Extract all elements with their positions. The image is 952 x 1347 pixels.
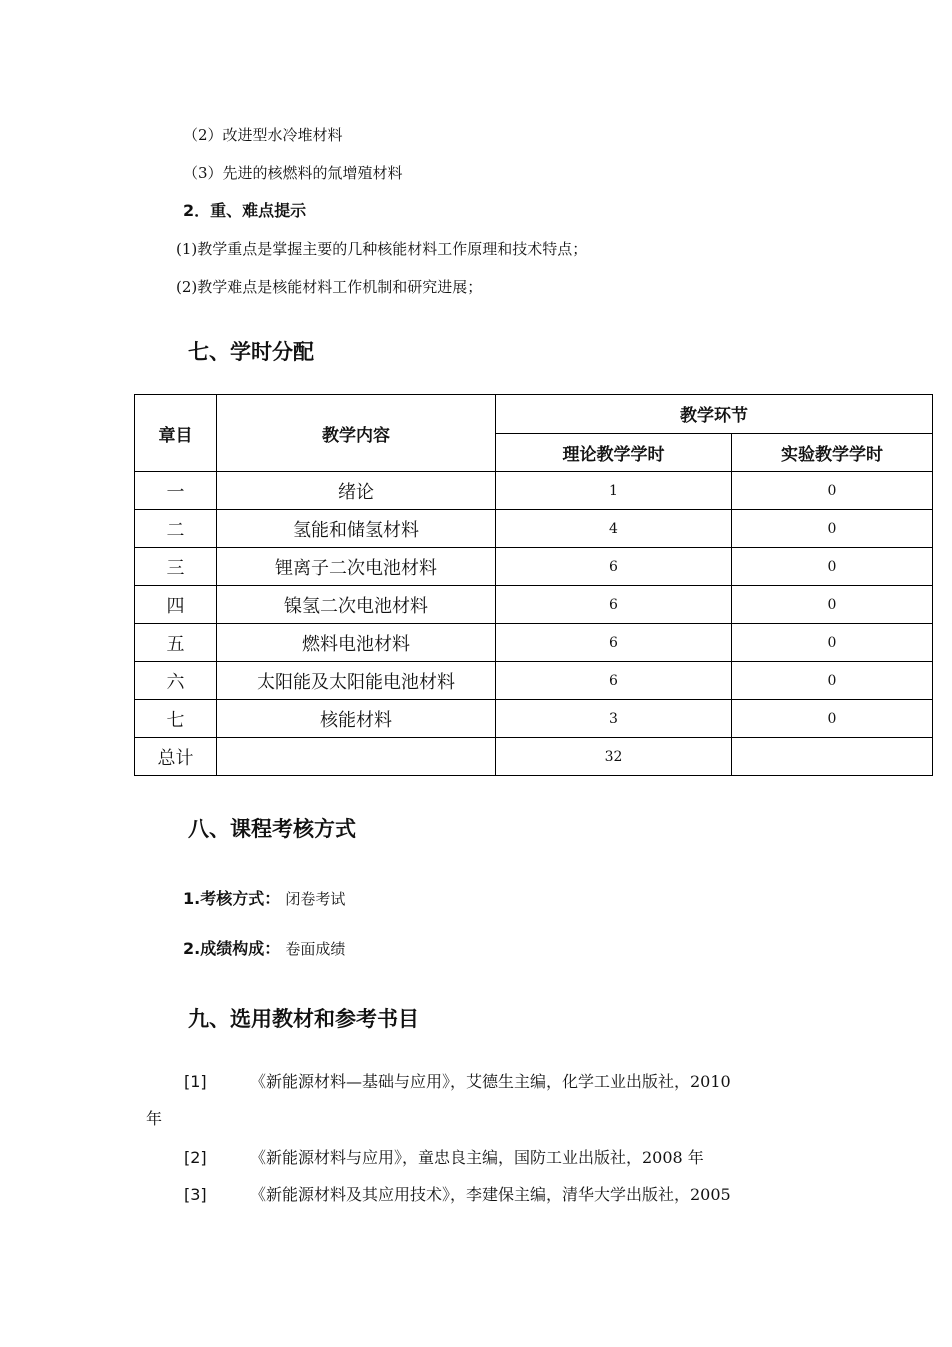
assessment-method [183, 886, 345, 909]
reference-index: [3] [184, 1185, 207, 1204]
cell-content: 太阳能及太阳能电池材料 [217, 662, 496, 700]
cell-chapter: 三 [135, 548, 217, 586]
cell-chapter: 五 [135, 624, 217, 662]
reference-index: [1] [184, 1072, 207, 1091]
reference-text: 《新能源材料及其应用技术》，李建保主编，清华大学出版社，2005 [250, 1185, 731, 1204]
cell-chapter: 二 [135, 510, 217, 548]
assessment-method-label: 1.考核方式： [183, 889, 281, 908]
table-row [135, 662, 933, 700]
table-row [135, 510, 933, 548]
cell-theory: 6 [496, 624, 732, 662]
reference-2 [184, 1145, 704, 1168]
table-row [135, 472, 933, 510]
total-content-empty [217, 738, 496, 776]
section-8-title: 八、课程考核方式 [188, 817, 356, 841]
cell-lab: 0 [732, 548, 933, 586]
reference-index: [2] [184, 1148, 207, 1167]
total-lab-empty [732, 738, 933, 776]
assessment-grade [183, 936, 345, 959]
cell-theory: 6 [496, 586, 732, 624]
assessment-grade-label: 2.成绩构成： [183, 939, 281, 958]
total-theory: 32 [496, 738, 732, 776]
reference-3 [184, 1182, 731, 1205]
header-lab: 实验教学学时 [732, 433, 933, 472]
cell-lab: 0 [732, 700, 933, 738]
focus-point-1: (1)教学重点是掌握主要的几种核能材料工作原理和技术特点； [176, 240, 588, 258]
cell-content: 核能材料 [217, 700, 496, 738]
reference-1-continued: 年 [146, 1109, 163, 1128]
table-row [135, 700, 933, 738]
cell-theory: 3 [496, 700, 732, 738]
reference-1 [184, 1069, 731, 1092]
cell-lab: 0 [732, 510, 933, 548]
reference-text: 《新能源材料与应用》，童忠良主编，国防工业出版社，2008 年 [250, 1148, 704, 1167]
cell-chapter: 六 [135, 662, 217, 700]
table-total-row [135, 738, 933, 776]
item-line-3: （3）先进的核燃料的氚增殖材料 [183, 164, 403, 182]
cell-theory: 6 [496, 662, 732, 700]
cell-chapter: 四 [135, 586, 217, 624]
table-row [135, 586, 933, 624]
header-group: 教学环节 [496, 395, 933, 434]
focus-heading: 2．重、难点提示 [183, 201, 307, 220]
cell-content: 燃料电池材料 [217, 624, 496, 662]
cell-lab: 0 [732, 472, 933, 510]
total-label: 总计 [135, 738, 217, 776]
table-row [135, 548, 933, 586]
section-7-title: 七、学时分配 [188, 340, 314, 364]
cell-content: 锂离子二次电池材料 [217, 548, 496, 586]
section-9-title: 九、选用教材和参考书目 [188, 1007, 419, 1031]
item-line-2: （2）改进型水冷堆材料 [183, 126, 343, 144]
hours-table [134, 394, 933, 776]
cell-chapter: 七 [135, 700, 217, 738]
cell-theory: 1 [496, 472, 732, 510]
header-chapter: 章目 [135, 395, 217, 472]
header-content: 教学内容 [217, 395, 496, 472]
cell-chapter: 一 [135, 472, 217, 510]
header-theory: 理论教学学时 [496, 433, 732, 472]
cell-content: 氢能和储氢材料 [217, 510, 496, 548]
cell-lab: 0 [732, 586, 933, 624]
table-row [135, 624, 933, 662]
cell-theory: 6 [496, 548, 732, 586]
cell-lab: 0 [732, 624, 933, 662]
reference-text: 《新能源材料—基础与应用》，艾德生主编，化学工业出版社，2010 [250, 1072, 731, 1091]
cell-lab: 0 [732, 662, 933, 700]
assessment-grade-value: 卷面成绩 [285, 940, 346, 958]
assessment-method-value: 闭卷考试 [285, 890, 346, 908]
cell-theory: 4 [496, 510, 732, 548]
focus-point-2: (2)教学难点是核能材料工作机制和研究进展； [176, 278, 483, 296]
cell-content: 镍氢二次电池材料 [217, 586, 496, 624]
cell-content: 绪论 [217, 472, 496, 510]
